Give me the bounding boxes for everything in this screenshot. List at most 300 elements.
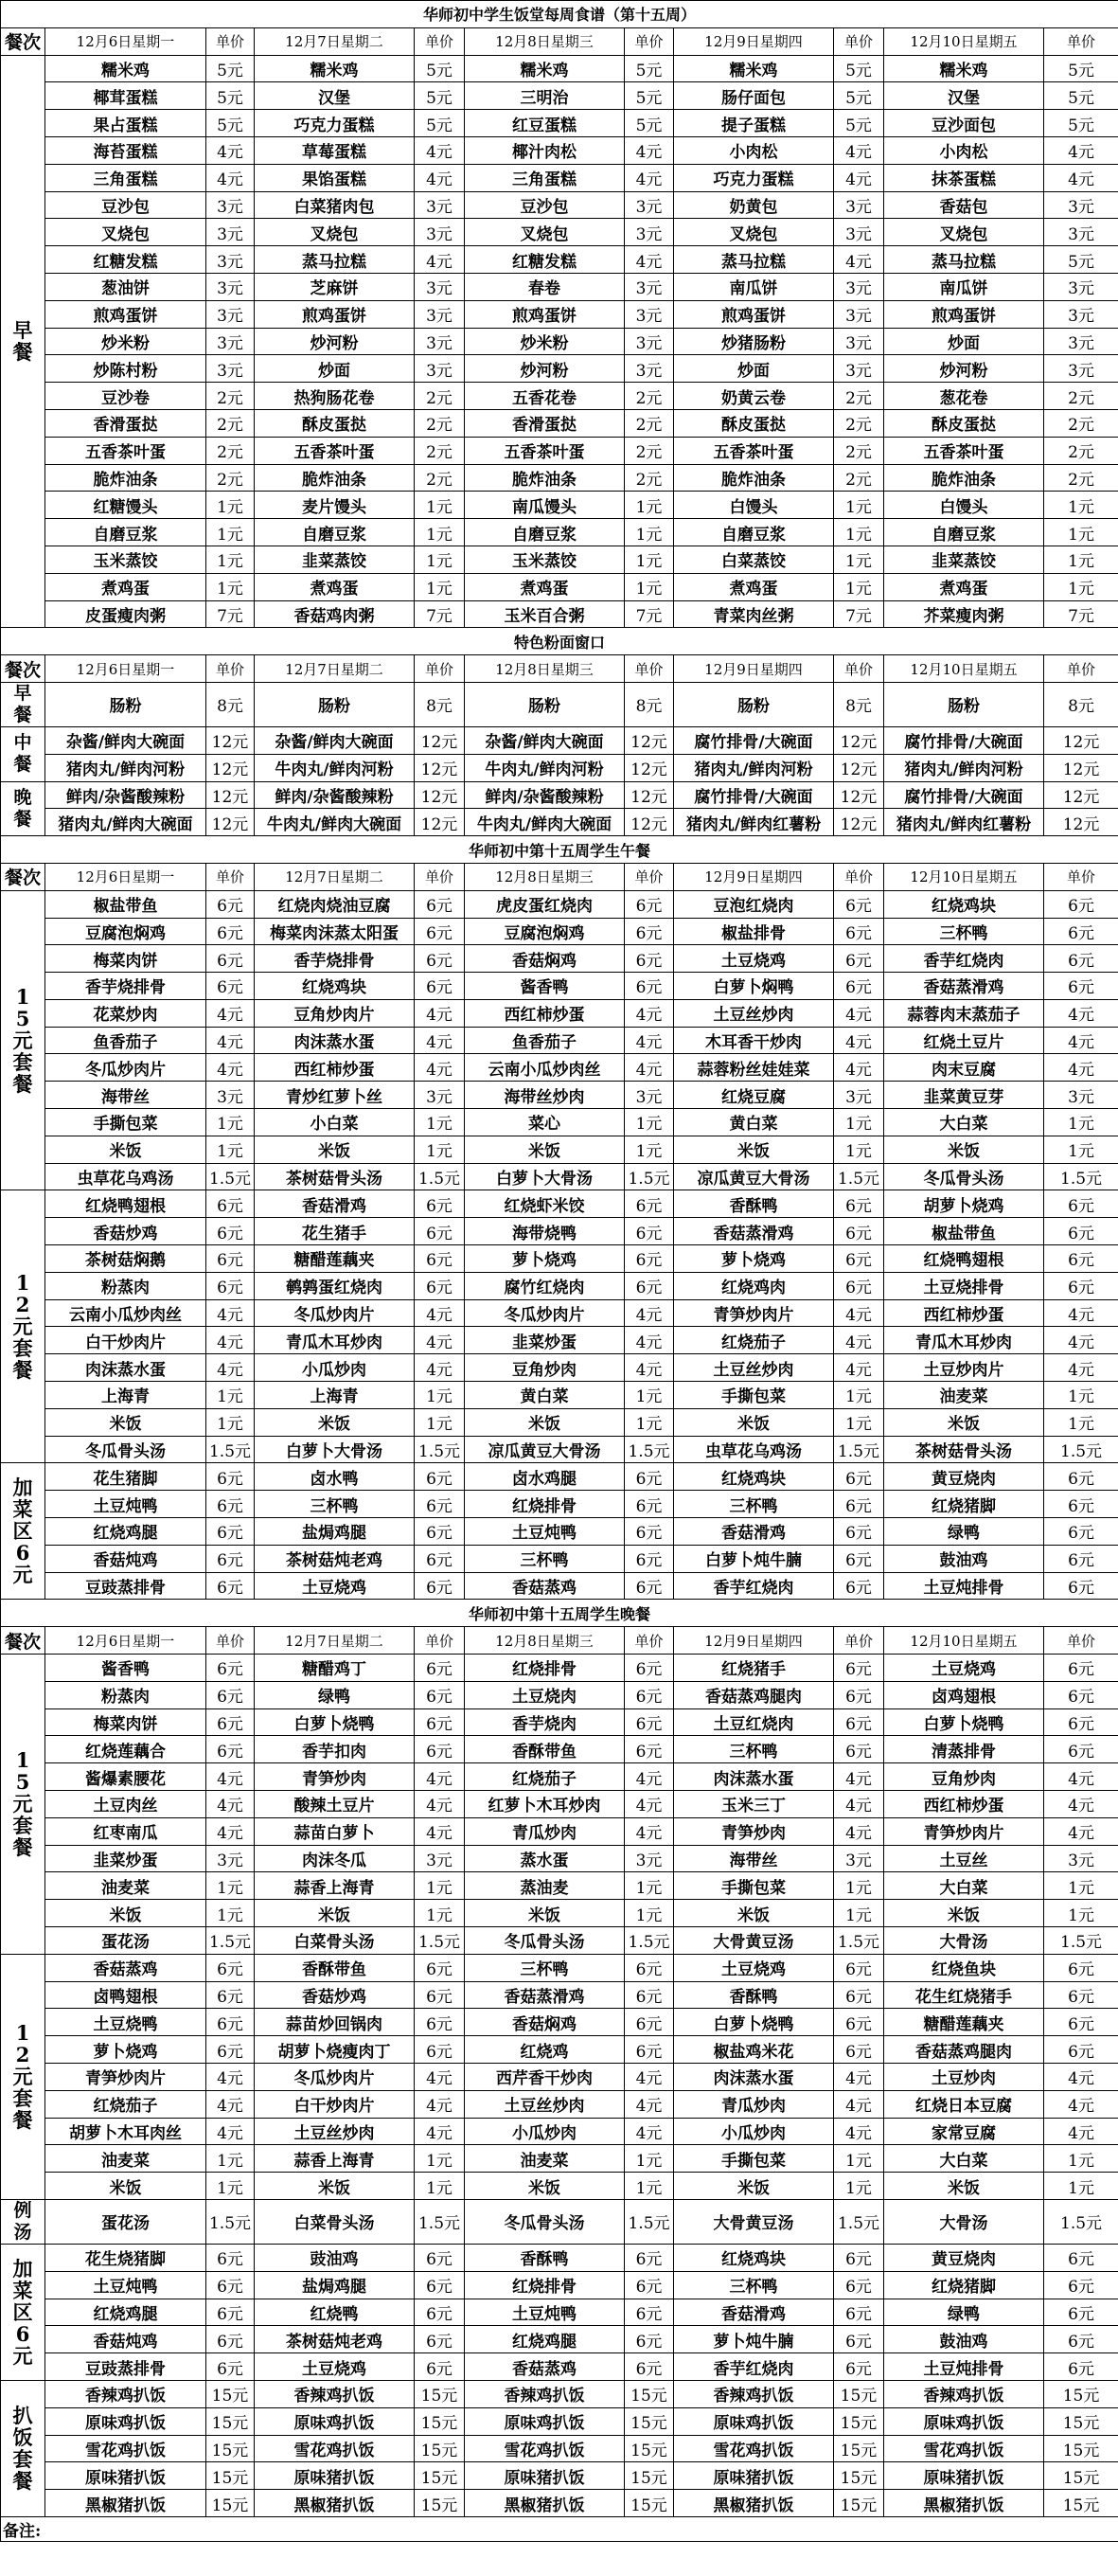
dish-price: 1元 (834, 1408, 884, 1436)
dish-price: 6元 (1044, 945, 1118, 973)
dish-price: 6元 (415, 1545, 465, 1572)
dish-name: 雪花鸡扒饭 (465, 2435, 625, 2462)
section-title: 华师初中第十五周学生晚餐 (1, 1600, 1118, 1627)
dish-name: 米饭 (255, 2173, 415, 2200)
dish-price: 15元 (415, 2435, 465, 2462)
dish-name: 脆炸油条 (884, 464, 1044, 492)
dish-price: 1元 (834, 573, 884, 600)
dish-name: 香菇炒鸡 (45, 1218, 206, 1245)
dish-name: 豆沙包 (45, 191, 206, 219)
dish-price: 6元 (1044, 1681, 1118, 1708)
dish-name: 香辣鸡扒饭 (674, 2380, 834, 2407)
dish-name: 米饭 (674, 1900, 834, 1927)
dish-price: 1.5元 (1044, 1436, 1118, 1463)
dish-name: 香菇焖鸡 (465, 945, 625, 973)
dish-price: 6元 (834, 1218, 884, 1245)
dish-name: 红烧土豆片 (884, 1027, 1044, 1054)
dish-name: 韭菜炒蛋 (45, 1845, 206, 1872)
dish-price: 5元 (415, 110, 465, 137)
dish-price: 6元 (206, 2353, 255, 2381)
dish-price: 1元 (625, 519, 674, 546)
dish-price: 3元 (625, 300, 674, 328)
dish-name: 白菜蒸饺 (674, 546, 834, 573)
dish-price: 15元 (834, 2435, 884, 2462)
dish-name: 红烧虾米饺 (465, 1190, 625, 1218)
dish-price: 6元 (1044, 1463, 1118, 1491)
dish-name: 炒河粉 (255, 328, 415, 355)
dish-price: 1元 (834, 1136, 884, 1163)
dish-price: 1元 (1044, 519, 1118, 546)
dish-price: 1元 (1044, 1872, 1118, 1900)
dish-name: 椰茸蛋糕 (45, 82, 206, 110)
menu-row (1, 546, 1118, 573)
meal-group-label-char: 饭 (12, 2425, 33, 2450)
dish-name: 萝卜炖牛腩 (674, 2326, 834, 2353)
dish-price: 6元 (1044, 1708, 1118, 1736)
dish-name: 卤水鸭 (255, 1463, 415, 1491)
dish-price: 15元 (625, 2435, 674, 2462)
dish-name: 凉瓜黄豆大骨汤 (674, 1163, 834, 1190)
dish-price: 4元 (415, 999, 465, 1027)
dish-price: 6元 (1044, 1572, 1118, 1600)
dish-name: 西红柿炒蛋 (884, 1299, 1044, 1327)
dish-name: 脆炸油条 (465, 464, 625, 492)
dish-price: 6元 (834, 2244, 884, 2271)
dish-name: 米饭 (674, 1136, 834, 1163)
menu-row (1, 492, 1118, 519)
dish-name: 海带丝 (674, 1845, 834, 1872)
dish-name: 米饭 (465, 1900, 625, 1927)
dish-price: 6元 (834, 1463, 884, 1491)
dish-name: 土豆丝炒肉 (465, 2090, 625, 2118)
menu-row (1, 383, 1118, 410)
dish-price: 4元 (834, 2090, 884, 2118)
menu-row (1, 1027, 1118, 1054)
meal-group-label-char: 套 (12, 2447, 33, 2472)
dish-name: 小肉松 (674, 136, 834, 164)
dish-price: 6元 (206, 1708, 255, 1736)
dish-name: 椒盐排骨 (674, 918, 834, 945)
meal-group-label-char: 5 (15, 1007, 30, 1031)
dish-name: 猪肉丸/鲜肉大碗面 (45, 809, 206, 836)
dish-price: 12元 (1044, 809, 1118, 836)
dish-price: 4元 (415, 1027, 465, 1054)
dish-name: 韭菜蒸饺 (884, 546, 1044, 573)
dish-price: 1元 (625, 2145, 674, 2173)
dish-name: 原味鸡扒饭 (465, 2407, 625, 2435)
dish-price: 6元 (415, 1218, 465, 1245)
dish-name: 黄白菜 (465, 1382, 625, 1409)
dish-price: 3元 (415, 1845, 465, 1872)
dish-name: 青笋炒肉片 (884, 1817, 1044, 1845)
dish-name: 酸辣土豆片 (255, 1791, 415, 1818)
dish-price: 6元 (834, 1518, 884, 1546)
dish-name: 虫草花乌鸡汤 (45, 1163, 206, 1190)
menu-row (1, 1136, 1118, 1163)
dish-price: 6元 (1044, 1981, 1118, 2009)
dish-name: 杂酱/鲜肉大碗面 (45, 726, 206, 754)
dish-price: 15元 (206, 2490, 255, 2517)
dish-price: 4元 (834, 2063, 884, 2090)
dish-price: 3元 (834, 328, 884, 355)
meal-group-label (1, 1463, 45, 1600)
menu-row (1, 2407, 1118, 2435)
dish-price: 3元 (625, 355, 674, 383)
dish-name: 卤鸭翅根 (45, 1981, 206, 2009)
dish-price: 5元 (625, 82, 674, 110)
menu-row (1, 273, 1118, 300)
dish-price: 4元 (206, 1763, 255, 1791)
meal-group-label-char: 1 (15, 1748, 30, 1773)
day-header: 12月8日星期三 (465, 863, 625, 890)
dish-price: 2元 (1044, 409, 1118, 437)
meal-group-label-char: 汤 (13, 2221, 32, 2243)
dish-price: 6元 (206, 1463, 255, 1491)
menu-row (1, 973, 1118, 1000)
dish-name: 红烧鸭翅根 (45, 1190, 206, 1218)
dish-name: 凉瓜黄豆大骨汤 (465, 1436, 625, 1463)
dish-price: 6元 (834, 2299, 884, 2326)
menu-row (1, 437, 1118, 464)
dish-name: 肉沫蒸水蛋 (255, 1027, 415, 1054)
dish-price: 12元 (625, 781, 674, 809)
dish-name: 西芹香干炒肉 (465, 2063, 625, 2090)
dish-price: 6元 (625, 1190, 674, 1218)
meal-group-label-char: 餐 (13, 754, 32, 776)
dish-price: 4元 (415, 1054, 465, 1082)
dish-name: 雪花鸡扒饭 (255, 2435, 415, 2462)
dish-name: 香菇包 (884, 191, 1044, 219)
dish-price: 12元 (625, 754, 674, 781)
dish-price: 1元 (625, 492, 674, 519)
dish-price: 3元 (206, 300, 255, 328)
dish-price: 2元 (834, 409, 884, 437)
dish-name: 小瓜炒肉 (255, 1354, 415, 1382)
dish-name: 米饭 (884, 1408, 1044, 1436)
dish-name: 原味鸡扒饭 (674, 2407, 834, 2435)
menu-row (1, 2271, 1118, 2299)
dish-price: 2元 (206, 383, 255, 410)
dish-name: 葱油饼 (45, 273, 206, 300)
dish-name: 葱花卷 (884, 383, 1044, 410)
dish-name: 红烧茄子 (45, 2090, 206, 2118)
dish-name: 三杯鸭 (674, 1491, 834, 1518)
dish-price: 1.5元 (834, 2199, 884, 2244)
dish-price: 1元 (625, 2173, 674, 2200)
dish-name: 土豆炖排骨 (884, 1572, 1044, 1600)
dish-price: 6元 (625, 1545, 674, 1572)
dish-name: 青笋炒肉 (255, 1763, 415, 1791)
dish-price: 5元 (625, 110, 674, 137)
menu-row (1, 2244, 1118, 2271)
price-column-header: 单价 (625, 863, 674, 890)
dish-price: 4元 (1044, 999, 1118, 1027)
menu-row (1, 191, 1118, 219)
dish-price: 4元 (1044, 136, 1118, 164)
dish-price: 6元 (415, 1491, 465, 1518)
dish-name: 腐竹排骨/大碗面 (674, 726, 834, 754)
dish-name: 椒盐带鱼 (45, 890, 206, 918)
dish-price: 3元 (625, 191, 674, 219)
dish-price: 6元 (1044, 973, 1118, 1000)
dish-price: 4元 (415, 164, 465, 191)
meal-column-header: 餐次 (1, 1627, 45, 1655)
dish-price: 7元 (206, 600, 255, 628)
dish-name: 上海青 (255, 1382, 415, 1409)
dish-price: 6元 (834, 2036, 884, 2064)
dish-name: 三角蛋糕 (465, 164, 625, 191)
dish-name: 酱香鸭 (465, 973, 625, 1000)
dish-name: 粉蒸肉 (45, 1272, 206, 1299)
dish-price: 4元 (415, 246, 465, 274)
dish-name: 香滑蛋挞 (45, 409, 206, 437)
dish-price: 4元 (206, 1054, 255, 1082)
dish-price: 6元 (1044, 1954, 1118, 1981)
dish-price: 4元 (834, 2118, 884, 2145)
dish-name: 豆角炒肉片 (255, 999, 415, 1027)
dish-name: 蒸油麦 (465, 1872, 625, 1900)
dish-price: 1元 (1044, 546, 1118, 573)
dish-name: 糖醋鸡丁 (255, 1655, 415, 1682)
dish-name: 白菜猪肉包 (255, 191, 415, 219)
dish-price: 1元 (625, 1872, 674, 1900)
dish-price: 5元 (1044, 55, 1118, 82)
price-column-header: 单价 (1044, 1627, 1118, 1655)
meal-group-label-char: 元 (12, 1792, 33, 1816)
dish-name: 蒸马拉糕 (674, 246, 834, 274)
dish-name: 红烧鸭 (255, 2299, 415, 2326)
dish-name: 红烧猪手 (674, 1655, 834, 1682)
dish-name: 红烧鸡腿 (45, 2299, 206, 2326)
meal-group-label-char: 餐 (12, 1072, 33, 1097)
dish-name: 红烧排骨 (465, 1491, 625, 1518)
dish-name: 米饭 (45, 1136, 206, 1163)
dish-price: 1元 (1044, 2173, 1118, 2200)
dish-price: 12元 (1044, 754, 1118, 781)
dish-name: 糯米鸡 (465, 55, 625, 82)
dish-name: 红烧鸡块 (674, 2244, 834, 2271)
dish-price: 1元 (1044, 2145, 1118, 2173)
dish-price: 6元 (834, 1572, 884, 1600)
dish-name: 自磨豆浆 (674, 519, 834, 546)
dish-price: 4元 (834, 246, 884, 274)
menu-row (1, 464, 1118, 492)
dish-name: 青瓜木耳炒肉 (255, 1327, 415, 1354)
meal-group-label-char: 加 (12, 1476, 33, 1500)
day-header: 12月7日星期二 (255, 1627, 415, 1655)
dish-price: 1元 (206, 573, 255, 600)
dish-name: 豆腐泡焖鸡 (45, 918, 206, 945)
dish-price: 6元 (1044, 1545, 1118, 1572)
dish-name: 米饭 (255, 1408, 415, 1436)
dish-name: 胡萝卜烧瘦肉丁 (255, 2036, 415, 2064)
day-header: 12月6日星期一 (45, 655, 206, 683)
dish-name: 虫草花乌鸡汤 (674, 1436, 834, 1463)
dish-name: 香菇蒸鸡 (465, 2353, 625, 2381)
price-column-header: 单价 (834, 27, 884, 55)
dish-name: 香菇滑鸡 (255, 1190, 415, 1218)
dish-name: 椒盐带鱼 (884, 1218, 1044, 1245)
dish-name: 原味猪扒饭 (45, 2462, 206, 2490)
dish-name: 热狗肠花卷 (255, 383, 415, 410)
dish-name: 鲜肉/杂酱酸辣粉 (465, 781, 625, 809)
dish-name: 海带烧鸭 (465, 1218, 625, 1245)
dish-name: 糯米鸡 (884, 55, 1044, 82)
meal-group-label-char: 区 (12, 1519, 33, 1544)
dish-name: 白菜骨头汤 (255, 1926, 415, 1954)
dish-price: 4元 (1044, 1354, 1118, 1382)
dish-price: 6元 (206, 1981, 255, 2009)
dish-name: 香辣鸡扒饭 (884, 2380, 1044, 2407)
dish-price: 3元 (415, 1082, 465, 1109)
dish-price: 8元 (625, 682, 674, 726)
dish-price: 6元 (625, 918, 674, 945)
menu-row (1, 2090, 1118, 2118)
dish-name: 五香茶叶蛋 (465, 437, 625, 464)
section-title-row (1, 628, 1118, 655)
dish-name: 香芋红烧肉 (674, 1572, 834, 1600)
dish-price: 2元 (625, 464, 674, 492)
dish-name: 巧克力蛋糕 (674, 164, 834, 191)
dish-name: 脆炸油条 (674, 464, 834, 492)
dish-name: 鼓油鸡 (884, 2326, 1044, 2353)
meal-column-header: 餐次 (1, 655, 45, 683)
dish-price: 6元 (415, 918, 465, 945)
dish-name: 土豆红烧肉 (674, 1708, 834, 1736)
dish-name: 南瓜饼 (674, 273, 834, 300)
dish-price: 4元 (625, 136, 674, 164)
dish-name: 青笋炒肉片 (674, 1299, 834, 1327)
dish-name: 土豆炖排骨 (884, 2353, 1044, 2381)
dish-price: 2元 (625, 383, 674, 410)
dish-name: 酱香鸭 (45, 1655, 206, 1682)
dish-price: 4元 (415, 1299, 465, 1327)
dish-name: 大白菜 (884, 1109, 1044, 1136)
dish-price: 6元 (625, 1518, 674, 1546)
dish-price: 6元 (1044, 2036, 1118, 2064)
menu-row (1, 1763, 1118, 1791)
dish-name: 蒸水蛋 (465, 1845, 625, 1872)
meal-group-label-char: 元 (12, 2065, 33, 2089)
dish-name: 炒陈村粉 (45, 355, 206, 383)
dish-price: 6元 (625, 1736, 674, 1763)
dish-name: 云南小瓜炒肉丝 (465, 1054, 625, 1082)
dish-name: 红烧鸡块 (884, 890, 1044, 918)
dish-name: 红烧日本豆腐 (884, 2090, 1044, 2118)
dish-price: 12元 (834, 754, 884, 781)
price-column-header: 单价 (834, 1627, 884, 1655)
meal-group-label-char: 中 (13, 732, 32, 754)
dish-name: 猪肉丸/鲜肉红薯粉 (884, 809, 1044, 836)
dish-price: 6元 (1044, 2009, 1118, 2036)
dish-name: 米饭 (674, 2173, 834, 2200)
dish-price: 6元 (415, 1981, 465, 2009)
dish-price: 1元 (206, 546, 255, 573)
dish-price: 12元 (206, 726, 255, 754)
price-column-header: 单价 (415, 1627, 465, 1655)
dish-price: 15元 (834, 2380, 884, 2407)
menu-row (1, 754, 1118, 781)
dish-price: 6元 (415, 2036, 465, 2064)
dish-price: 4元 (625, 246, 674, 274)
menu-row (1, 110, 1118, 137)
dish-name: 炒河粉 (884, 355, 1044, 383)
dish-name: 三杯鸭 (465, 1545, 625, 1572)
dish-price: 1元 (206, 1408, 255, 1436)
dish-price: 8元 (1044, 682, 1118, 726)
dish-name: 胡萝卜烧鸡 (884, 1190, 1044, 1218)
dish-name: 青炒红萝卜丝 (255, 1082, 415, 1109)
dish-price: 15元 (1044, 2380, 1118, 2407)
dish-name: 土豆炖鸭 (45, 1491, 206, 1518)
dish-price: 1.5元 (1044, 1926, 1118, 1954)
dish-price: 4元 (625, 1054, 674, 1082)
meal-group-label-char: 套 (12, 2086, 33, 2111)
dish-price: 15元 (415, 2407, 465, 2435)
dish-name: 自磨豆浆 (255, 519, 415, 546)
dish-price: 1元 (834, 1382, 884, 1409)
dish-name: 三明治 (465, 82, 625, 110)
dish-price: 1.5元 (206, 1163, 255, 1190)
dish-price: 15元 (1044, 2435, 1118, 2462)
dish-price: 6元 (834, 1545, 884, 1572)
dish-price: 4元 (625, 1327, 674, 1354)
dish-price: 3元 (834, 1845, 884, 1872)
dish-name: 椰汁肉松 (465, 136, 625, 164)
menu-row (1, 1054, 1118, 1082)
dish-name: 白馒头 (884, 492, 1044, 519)
dish-price: 3元 (625, 1082, 674, 1109)
dish-price: 1元 (415, 492, 465, 519)
dish-price: 4元 (415, 2063, 465, 2090)
dish-name: 白干炒肉片 (255, 2090, 415, 2118)
dish-name: 香菇蒸鸡腿肉 (674, 1681, 834, 1708)
menu-row (1, 246, 1118, 274)
dish-price: 15元 (625, 2407, 674, 2435)
dish-price: 6元 (206, 2326, 255, 2353)
dish-name: 红烧猪脚 (884, 1491, 1044, 1518)
dish-name: 三杯鸭 (674, 2271, 834, 2299)
menu-row (1, 573, 1118, 600)
dish-name: 香辣鸡扒饭 (255, 2380, 415, 2407)
dish-name: 煮鸡蛋 (45, 573, 206, 600)
dish-name: 白萝卜烧鸭 (884, 1708, 1044, 1736)
dish-name: 叉烧包 (45, 219, 206, 246)
dish-name: 三杯鸭 (674, 1736, 834, 1763)
dish-name: 腐竹红烧肉 (465, 1272, 625, 1299)
dish-price: 1元 (415, 1900, 465, 1927)
dish-price: 6元 (415, 2299, 465, 2326)
dish-name: 小肉松 (884, 136, 1044, 164)
meal-group-label-char: 餐 (13, 808, 32, 830)
dish-name: 粉蒸肉 (45, 1681, 206, 1708)
meal-group-label-char: 套 (12, 1336, 33, 1361)
dish-name: 西红柿炒蛋 (465, 999, 625, 1027)
dish-name: 茶树菇炖老鸡 (255, 2326, 415, 2353)
dish-price: 3元 (834, 273, 884, 300)
meal-group-label (1, 55, 45, 628)
dish-name: 香酥鸭 (465, 2244, 625, 2271)
dish-price: 1元 (206, 2145, 255, 2173)
price-column-header: 单价 (206, 1627, 255, 1655)
dish-price: 6元 (625, 2326, 674, 2353)
dish-price: 4元 (206, 1791, 255, 1818)
price-column-header: 单价 (1044, 863, 1118, 890)
dish-name: 椒盐鸡米花 (674, 2036, 834, 2064)
dish-price: 4元 (415, 1327, 465, 1354)
dish-price: 6元 (834, 945, 884, 973)
menu-row (1, 1327, 1118, 1354)
